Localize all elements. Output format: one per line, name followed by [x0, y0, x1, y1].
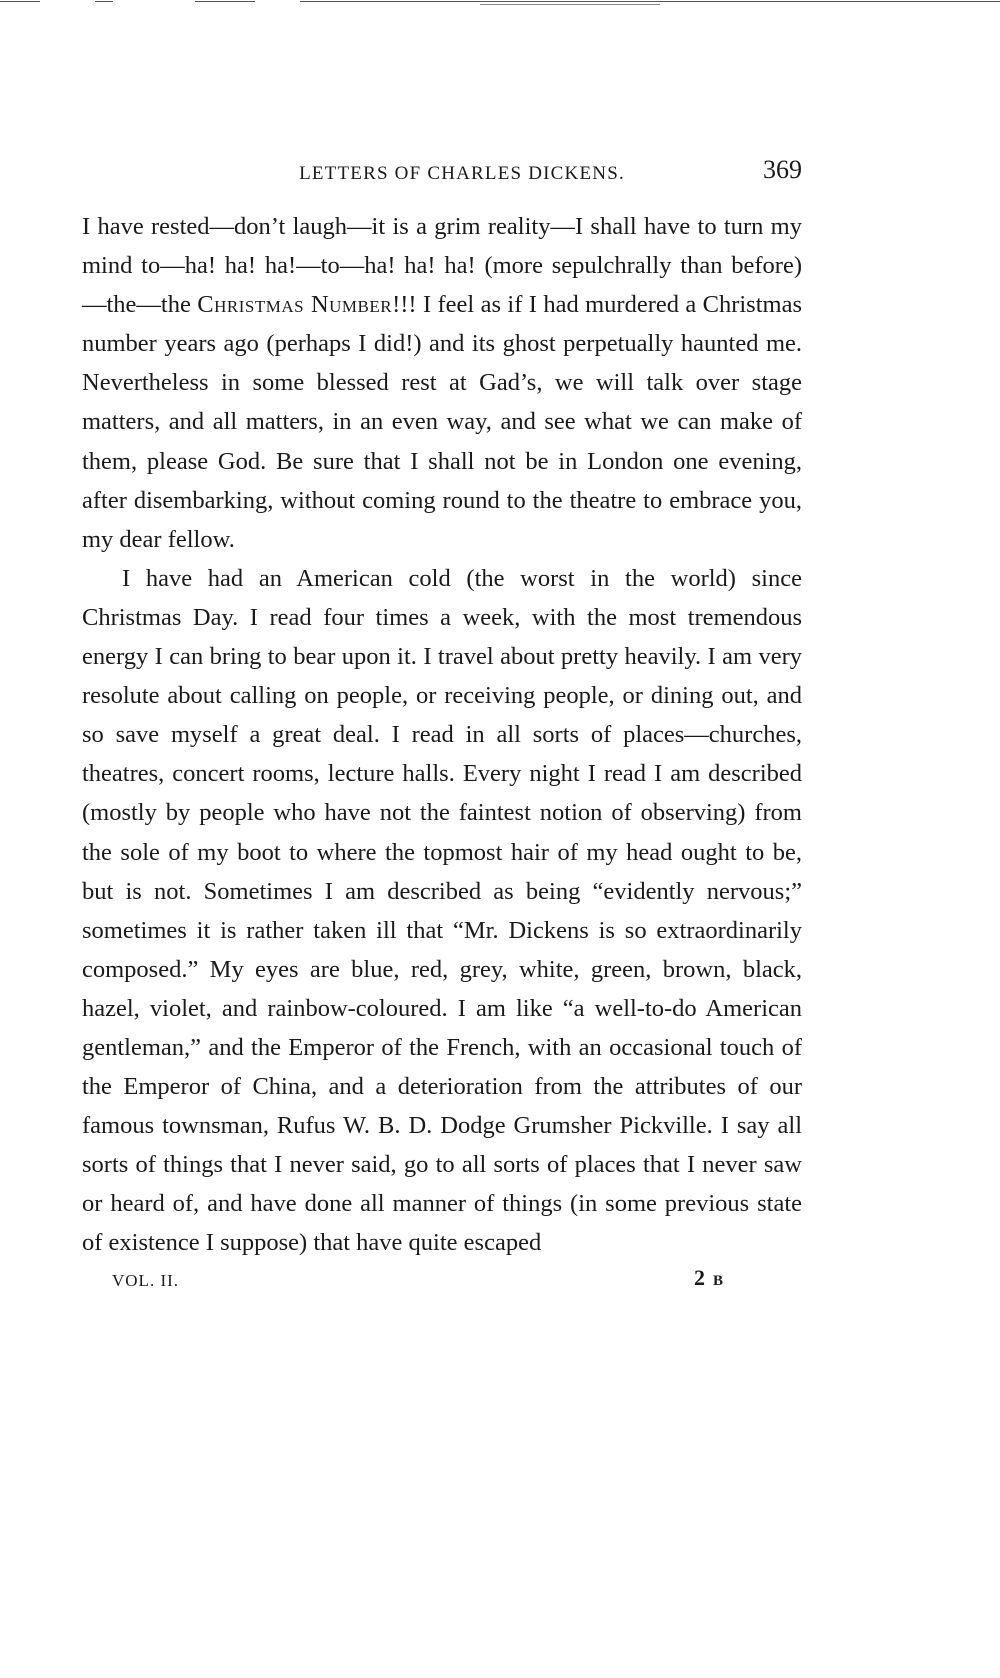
paragraph-text: !!! I feel as if I had murdered a Christmas number years ago (perhaps I did!) and its ghost perpetually haunted me. Nevertheless in some blessed rest at Gad’s, we will talk over stage matters, and all matters, in an even way, and see what we can make of them, please God. Be sure that I shall not be in London one evening, after disembarking, without coming round to the theatre to embrace you, my dear fellow.	[82, 291, 802, 553]
body-text	[82, 207, 802, 1263]
signature-number: 2	[694, 1264, 705, 1290]
scan-edge-artifact	[0, 0, 1000, 12]
small-caps-text: Christmas Number	[197, 291, 393, 319]
volume-label: VOL. II.	[112, 1270, 180, 1290]
paragraph: I have had an American cold (the worst in the world) since Christmas Day. I read four times a week, with the most tremendous energy I can bring to bear upon it. I travel about pretty heavily. I am very resolute about calling on people, or receiving people, or dining out, and so save myself a great deal. I read in all sorts of places—churches, theatres, concert rooms, lecture halls. Every night I read I am described (mostly by people who have not the faintest notion of observing) from the sole of my boot to where the topmost hair of my head ought to be, but is not. Sometimes I am described as being “evidently nervous;” sometimes it is rather taken ill that “Mr. Dickens is so extraordinarily composed.” My eyes are blue, red, grey, white, green, brown, black, hazel, violet, and rainbow-coloured. I am like “a well-to-do American gentleman,” and the Emperor of the French, with an occasional touch of the Emperor of China, and a deterioration from the attributes of our famous townsman, Rufus W. B. D. Dodge Grumsher Pickville. I say all sorts of things that I never said, go to all sorts of places that I never saw or heard of, and have done all manner of things (in some previous state of existence I suppose) that have quite escaped	[82, 564, 802, 1257]
page-number: 369	[763, 155, 802, 184]
page-header	[82, 155, 802, 195]
running-head: LETTERS OF CHARLES DICKENS.	[299, 163, 625, 184]
book-page	[82, 155, 802, 1301]
paragraph-text: I have rested—don’t laugh—it is a grim reality—I shall have to turn my mind to—ha! ha! ha!—to—ha! ha! ha! (more sepulchrally than before)—the—the	[82, 213, 802, 319]
paragraph	[82, 207, 802, 559]
page-footer	[82, 1265, 802, 1301]
signature-mark	[694, 1265, 723, 1291]
signature-letter: B	[713, 1272, 724, 1289]
